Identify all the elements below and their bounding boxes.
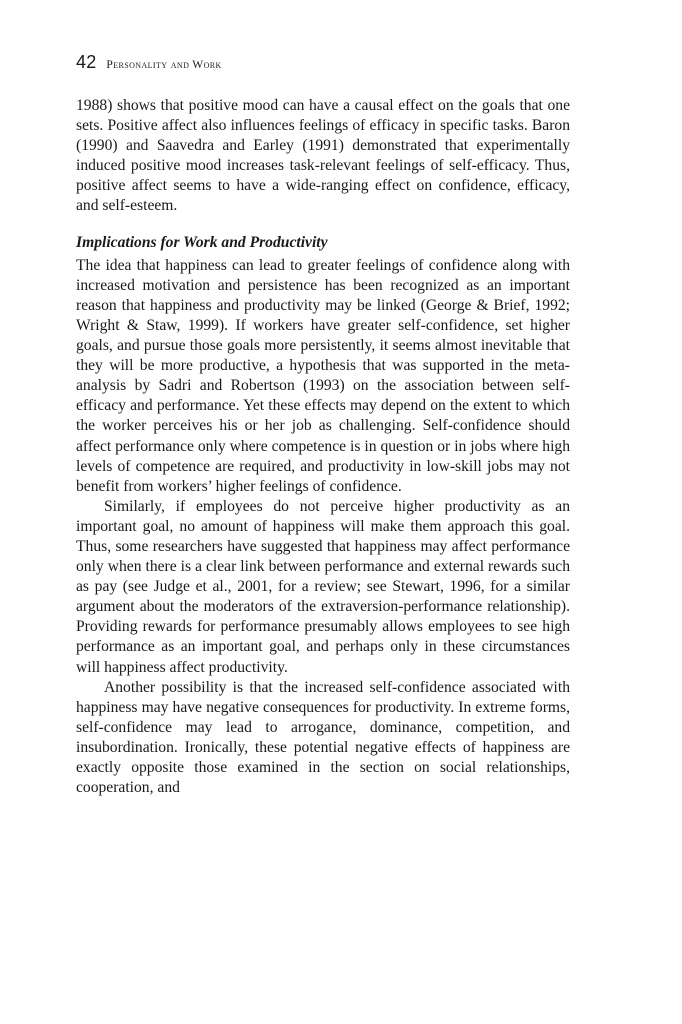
running-head bbox=[76, 52, 570, 76]
section-heading: Implications for Work and Productivity bbox=[76, 233, 328, 251]
body-paragraph: Another possibility is that the increased self-confidence associated with happiness may have negative consequences for productivity. In extreme forms, self-confidence may lead to arrogance, dominance, competition, and insubordination. Ironically, these potential negative effects of happiness are exactly opposite those examined in the section on social relationships, cooperation, and bbox=[76, 678, 570, 797]
body-paragraph: 1988) shows that positive mood can have a causal effect on the goals that one sets. Positive affect also influences feelings of efficacy in specific tasks. Baron (1990) and Saavedra and Earley (1991) demonstrated that experimentally induced positive mood increases task-relevant feelings of self-efficacy. Thus, positive affect seems to have a wide-ranging effect on confidence, efficacy, and self-esteem. bbox=[76, 97, 570, 215]
running-title: Personality and Work bbox=[106, 59, 222, 71]
body-paragraph: Similarly, if employees do not perceive higher productivity as an important goal, no amount of happiness will make them approach this goal. Thus, some researchers have suggested that happiness may affect performance only when there is a clear link between performance and external rewards such as pay (see Judge et al., 2001, for a review; see Stewart, 1996, for a similar argument about the moderators of the extraversion-performance relationship). Providing rewards for performance presumably allows employees to see high performance as an important goal, and perhaps only in these circumstances will happiness affect productivity. bbox=[76, 497, 570, 676]
body-paragraph: The idea that happiness can lead to greater feelings of confidence along with increased motivation and persistence has been recognized as an important reason that happiness and productivity may be linked (George & Brief, 1992; Wright & Staw, 1999). If workers have greater self-confidence, set higher goals, and pursue those goals more persistently, it seems almost inevitable that they will be more productive, a hypothesis that was supported in the meta-analysis by Sadri and Robertson (1993) on the association between self-efficacy and performance. Yet these effects may depend on the extent to which the worker perceives his or her job as challenging. Self-confidence should affect performance only where competence is in question or in jobs where high levels of competence are required, and productivity in low-skill jobs may not benefit from workers’ higher feelings of confidence. bbox=[76, 256, 570, 495]
book-page bbox=[76, 52, 570, 798]
page-number: 42 bbox=[76, 52, 97, 72]
